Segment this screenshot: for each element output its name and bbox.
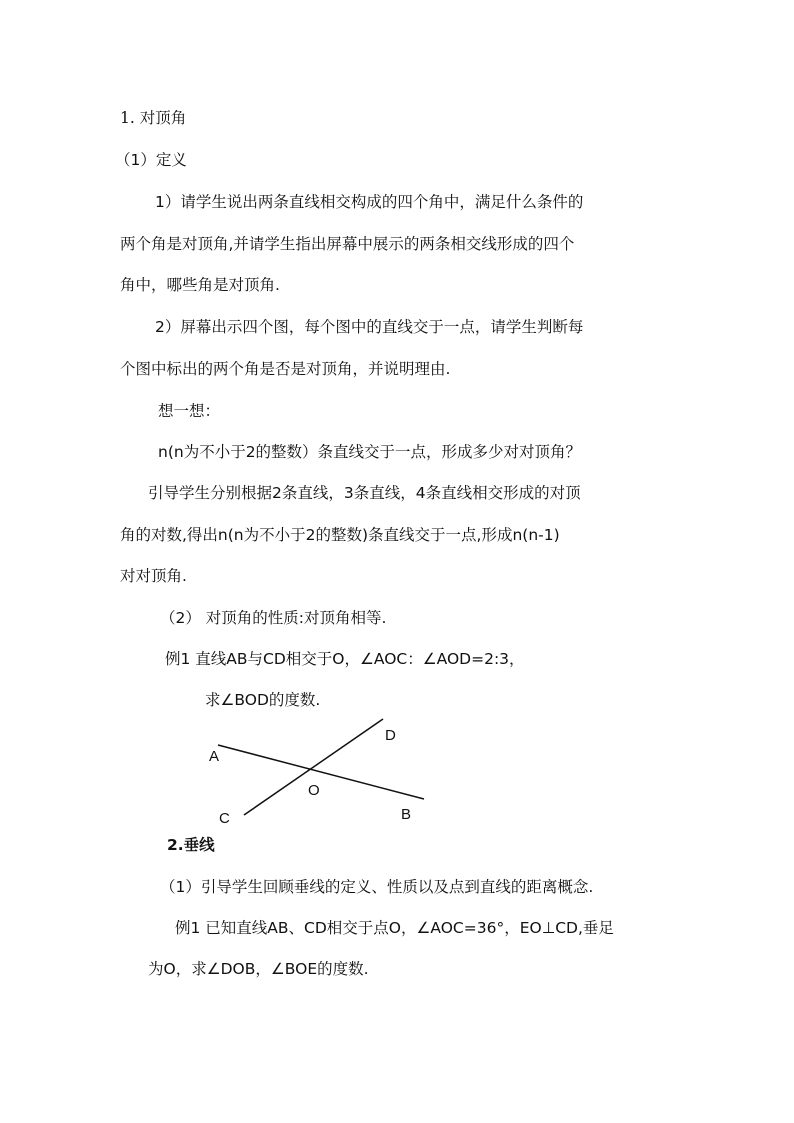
guide-line-3: 对对顶角. — [120, 567, 187, 585]
example-2-line-1: 例1 已知直线AB、CD相交于点O，∠AOC=36°，EO⊥CD,垂足 — [175, 919, 614, 937]
paragraph-2-line-2: 个图中标出的两个角是否是对顶角，并说明理由. — [120, 360, 451, 378]
paragraph-1-line-1: 1）请学生说出两条直线相交构成的四个角中，满足什么条件的 — [155, 193, 584, 211]
paragraph-1-line-2: 两个角是对顶角,并请学生指出屏幕中展示的两条相交线形成的四个 — [120, 235, 575, 253]
section-1-title: 1. 对顶角 — [120, 109, 187, 127]
guide-line-1: 引导学生分别根据2条直线，3条直线，4条直线相交形成的对顶 — [148, 484, 581, 502]
example-1-line-1: 例1 直线AB与CD相交于O，∠AOC：∠AOD=2:3， — [165, 650, 525, 668]
example-1-line-2: 求∠BOD的度数. — [205, 691, 321, 709]
question-text: n(n为不小于2的整数）条直线交于一点，形成多少对对顶角？ — [158, 443, 582, 461]
section-1-subheading-definition: （1）定义 — [115, 151, 187, 169]
section-2-subheading: （1）引导学生回顾垂线的定义、性质以及点到直线的距离概念. — [160, 878, 594, 896]
section-1-subheading-property: （2） 对顶角的性质:对顶角相等. — [160, 609, 387, 627]
label-c: C — [219, 810, 230, 827]
label-o: O — [308, 782, 320, 799]
section-2-title: 2.垂线 — [167, 836, 215, 854]
line-cd — [244, 719, 383, 815]
label-a: A — [209, 748, 220, 765]
guide-line-2: 角的对数,得出n(n为不小于2的整数)条直线交于一点,形成n(n-1) — [120, 526, 560, 544]
paragraph-1-line-3: 角中，哪些角是对顶角. — [120, 276, 280, 294]
example-2-line-2: 为O，求∠DOB，∠BOE的度数. — [148, 960, 369, 978]
label-b: B — [401, 806, 412, 823]
paragraph-2-line-1: 2）屏幕出示四个图，每个图中的直线交于一点，请学生判断每 — [155, 318, 584, 336]
line-ab — [218, 745, 424, 799]
think-heading: 想一想： — [158, 402, 221, 420]
label-d: D — [385, 727, 396, 744]
